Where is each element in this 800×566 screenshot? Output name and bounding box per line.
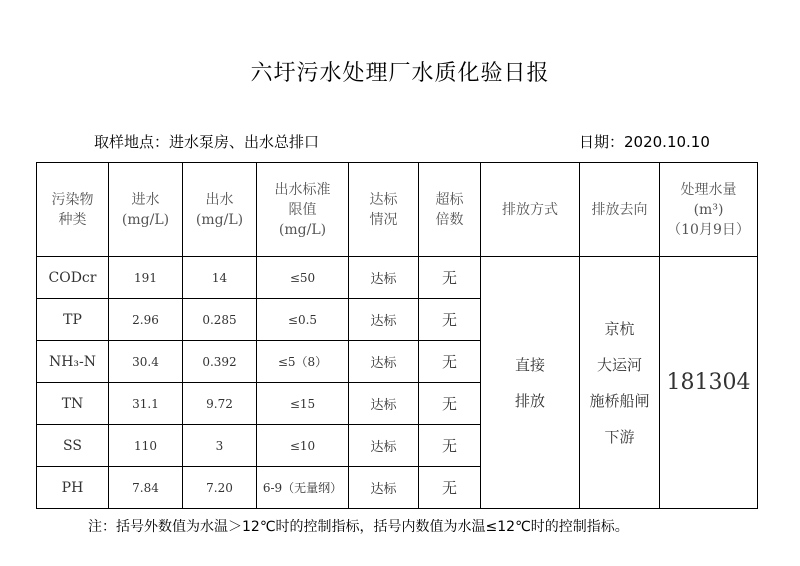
cell-status: 达标 [349, 341, 419, 383]
cell-inflow: 30.4 [109, 341, 183, 383]
cell-limit: ≤15 [257, 383, 349, 425]
cell-discharge-method: 直接 排放 [481, 257, 580, 509]
cell-discharge-dest: 京杭 大运河 施桥船闸 下游 [580, 257, 660, 509]
cell-exceed: 无 [419, 257, 481, 299]
cell-outflow: 0.392 [183, 341, 257, 383]
cell-inflow: 31.1 [109, 383, 183, 425]
cell-outflow: 14 [183, 257, 257, 299]
header-outflow: 出水 (mg/L) [183, 163, 257, 257]
report-title: 六圩污水处理厂水质化验日报 [250, 61, 550, 86]
sampling-location: 取样地点：进水泵房、出水总排口 [94, 133, 320, 151]
cell-status: 达标 [349, 467, 419, 509]
header-row [37, 163, 758, 257]
cell-exceed: 无 [419, 341, 481, 383]
cell-outflow: 9.72 [183, 383, 257, 425]
cell-pollutant: SS [37, 425, 109, 467]
water-quality-table [36, 162, 758, 509]
cell-status: 达标 [349, 299, 419, 341]
report-date: 日期：2020.10.10 [579, 133, 710, 151]
header-volume: 处理水量 (m³) （10月9日） [660, 163, 758, 257]
cell-exceed: 无 [419, 425, 481, 467]
cell-pollutant: TP [37, 299, 109, 341]
cell-exceed: 无 [419, 383, 481, 425]
cell-exceed: 无 [419, 299, 481, 341]
cell-exceed: 无 [419, 467, 481, 509]
header-inflow: 进水 (mg/L) [109, 163, 183, 257]
cell-limit: 6-9（无量纲） [257, 467, 349, 509]
cell-inflow: 110 [109, 425, 183, 467]
cell-status: 达标 [349, 257, 419, 299]
cell-pollutant: PH [37, 467, 109, 509]
footnote: 注：括号外数值为水温＞12℃时的控制指标，括号内数值为水温≤12℃时的控制指标。 [88, 519, 629, 535]
cell-outflow: 3 [183, 425, 257, 467]
header-limit: 出水标准 限值 (mg/L) [257, 163, 349, 257]
cell-limit: ≤0.5 [257, 299, 349, 341]
cell-status: 达标 [349, 383, 419, 425]
cell-limit: ≤50 [257, 257, 349, 299]
header-pollutant: 污染物 种类 [37, 163, 109, 257]
header-discharge-method: 排放方式 [481, 163, 580, 257]
header-status: 达标 情况 [349, 163, 419, 257]
cell-limit: ≤5（8） [257, 341, 349, 383]
cell-outflow: 0.285 [183, 299, 257, 341]
cell-pollutant: NH₃-N [37, 341, 109, 383]
cell-pollutant: CODcr [37, 257, 109, 299]
cell-inflow: 191 [109, 257, 183, 299]
cell-volume: 181304 [660, 257, 758, 509]
cell-limit: ≤10 [257, 425, 349, 467]
cell-status: 达标 [349, 425, 419, 467]
cell-inflow: 7.84 [109, 467, 183, 509]
cell-outflow: 7.20 [183, 467, 257, 509]
header-discharge-dest: 排放去向 [580, 163, 660, 257]
cell-pollutant: TN [37, 383, 109, 425]
cell-inflow: 2.96 [109, 299, 183, 341]
table-row [37, 257, 758, 299]
header-exceed: 超标 倍数 [419, 163, 481, 257]
